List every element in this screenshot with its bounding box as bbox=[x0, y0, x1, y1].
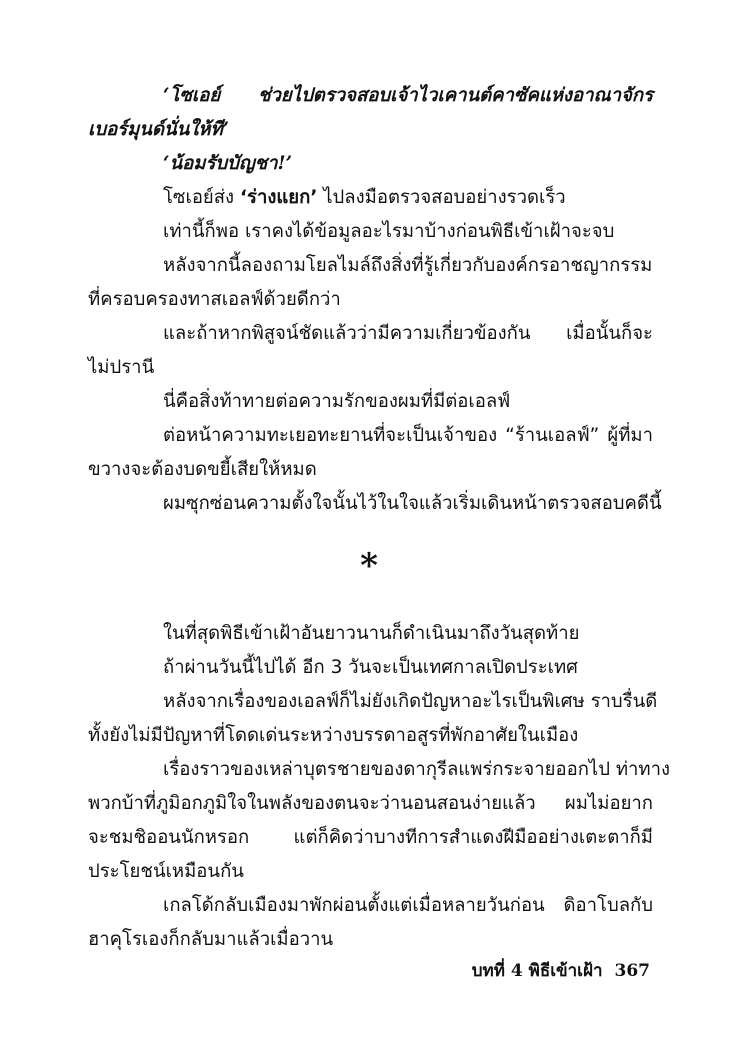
paragraph-line: เท่านี้ก็พอ เราคงได้ข้อมูลอะไรมาบ้างก่อนพิธีเข้าเฝ้าจะจบ bbox=[163, 221, 615, 242]
paragraph-line: ประโยชน์เหมือนกัน bbox=[88, 861, 244, 882]
paragraph-line: เรื่องราวของเหล่าบุตรชายของดากุรีลแพร่กระจายออกไป ท่าทาง bbox=[163, 759, 671, 780]
text-run: ไปลงมือตรวจสอบอย่างรวดเร็ว bbox=[317, 187, 566, 208]
text-run: โซเอย์ส่ง bbox=[163, 187, 240, 208]
paragraph-line: ในที่สุดพิธีเข้าเฝ้าอันยาวนานก็ดำเนินมาถึงวันสุดท้าย bbox=[163, 623, 580, 644]
paragraph-line: ผมซุกซ่อนความตั้งใจนั้นไว้ในใจแล้วเริ่มเดินหน้าตรวจสอบคดีนี้ bbox=[163, 493, 662, 514]
paragraph-line: ถ้าผ่านวันนี้ไปได้ อีก 3 วันจะเป็นเทศกาลเปิดประเทศ bbox=[163, 657, 578, 678]
page-footer bbox=[472, 956, 650, 986]
paragraph-line: ต่อหน้าความทะเยอทะยานที่จะเป็นเจ้าของ “ร้านเอลฟ์” ผู้ที่มา bbox=[163, 425, 653, 446]
paragraph-line: ‘น้อมรับบัญชา!’ bbox=[163, 153, 293, 174]
paragraph-line: นี่คือสิ่งท้าทายต่อความรักของผมที่มีต่อเอลฟ์ bbox=[163, 391, 511, 412]
paragraph-line: หลังจากนี้ลองถามโยลไมล์ถึงสิ่งที่รู้เกี่ยวกับองค์กรอาชญากรรม bbox=[163, 255, 653, 276]
paragraph-line: พวกบ้าที่ภูมิอกภูมิใจในพลังของตนจะว่านอนสอนง่ายแล้ว ผมไม่อยาก bbox=[88, 793, 653, 814]
paragraph-line: ไม่ปรานี bbox=[88, 357, 155, 378]
paragraph-line: ที่ครอบครองทาสเอลฟ์ด้วยดีกว่า bbox=[88, 289, 341, 310]
paragraph-line: จะชมชิออนนักหรอก แต่ก็คิดว่าบางทีการสำแดงฝีมืออย่างเตะตาก็มี bbox=[88, 827, 653, 848]
paragraph-line: และถ้าหากพิสูจน์ชัดแล้วว่ามีความเกี่ยวข้องกัน เมื่อนั้นก็จะ bbox=[163, 323, 653, 344]
section-separator: * bbox=[360, 546, 378, 586]
paragraph-line: ทั้งยังไม่มีปัญหาที่โดดเด่นระหว่างบรรดาอสูรที่พักอาศัยในเมือง bbox=[88, 725, 579, 746]
paragraph-line: หลังจากเรื่องของเอลฟ์ก็ไม่ยังเกิดปัญหาอะไรเป็นพิเศษ ราบรื่นดี bbox=[163, 691, 658, 712]
paragraph-line: ฮาคุโรเองก็กลับมาแล้วเมื่อวาน bbox=[88, 929, 334, 950]
paragraph-line bbox=[163, 181, 653, 215]
page-number: 367 bbox=[614, 961, 650, 981]
paragraph-line: เกลโด้กลับเมืองมาพักผ่อนตั้งแต่เมื่อหลายวันก่อน ดิอาโบลกับ bbox=[163, 895, 653, 916]
bold-text-run: ‘ร่างแยก’ bbox=[239, 187, 318, 208]
paragraph-line: ‘โซเอย์ ช่วยไปตรวจสอบเจ้าไวเคานต์คาซัคแห่งอาณาจักร bbox=[163, 85, 653, 106]
chapter-title: บทที่ 4 พิธีเข้าเฝ้า bbox=[471, 961, 603, 981]
paragraph-line: ขวางจะต้องบดขยี้เสียให้หมด bbox=[88, 459, 317, 480]
paragraph-line: เบอร์มุนด์นั่นให้ที’ bbox=[88, 119, 230, 140]
